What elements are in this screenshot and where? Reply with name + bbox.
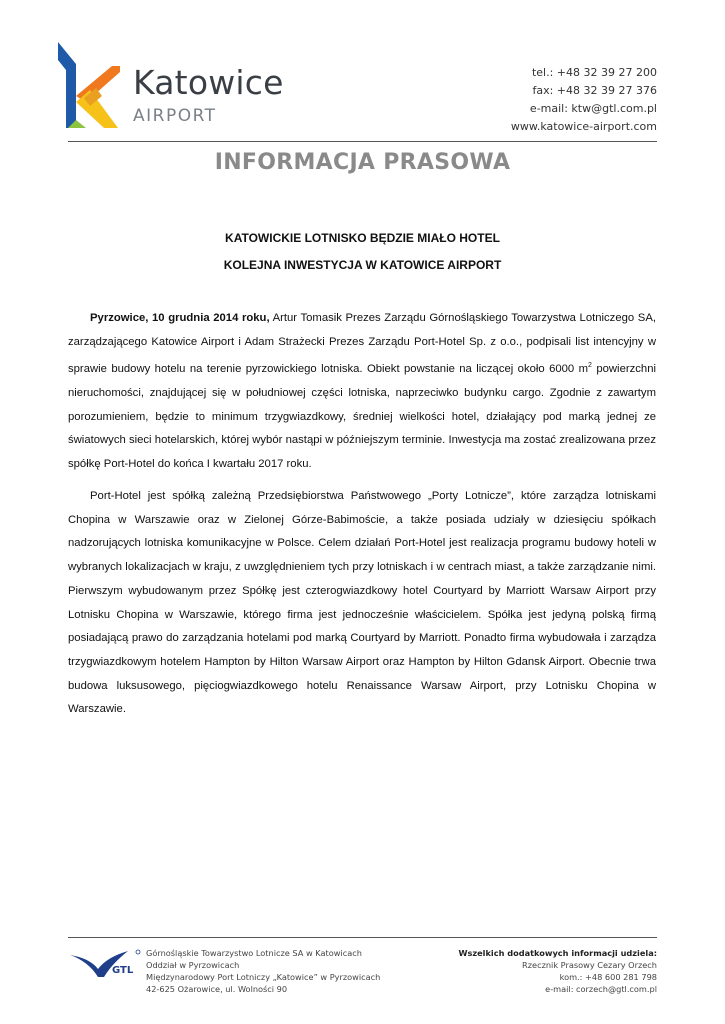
logo-k-blue-stroke	[58, 42, 76, 128]
dateline: Pyrzowice, 10 grudnia 2014 roku,	[90, 312, 270, 324]
footer-company: Górnośląskie Towarzystwo Lotnicze SA w Katowicach	[146, 948, 362, 958]
press-release-title: INFORMACJA PRASOWA	[214, 150, 511, 175]
footer-press-contact	[458, 947, 657, 995]
paragraph-1-text-b: powierzchni nieruchomości, znajdującej się w południowej części lotniska, naprzeciwko budynku cargo. Zgodnie z zawartym porozumieniem, będzie to minimum trzygwiazdkowy, średniej wielkości hotel, działający pod marką jednej ze światowych sieci hotelarskich, której wybór nastąpi w późniejszym terminie. Inwestycja ma zostać zrealizowana przez spółkę Port-Hotel do końca I kwartału 2017 roku.	[68, 363, 656, 470]
paragraph-2	[68, 485, 656, 722]
paragraph-1-text-a: Artur Tomasik Prezes Zarządu Górnośląskiego Towarzystwa Lotniczego SA, zarządzającego Katowice Airport i Adam Strażecki Prezes Zarządu Port-Hotel Sp. z o.o., podpisali list intencyjny w sprawie budowy hotelu na terenie pyrzowickiego lotniska. Obiekt powstanie na liczącej około 6000 m	[68, 312, 656, 376]
headline-secondary: KOLEJNA INWESTYCJA W KATOWICE AIRPORT	[223, 258, 502, 272]
footer-divider	[68, 937, 657, 938]
contact-fax: fax: +48 32 39 27 376	[532, 84, 657, 97]
footer-address	[146, 947, 380, 995]
paragraph-1	[68, 307, 656, 477]
brand-subtitle: AIRPORT	[133, 106, 217, 126]
header-divider	[68, 141, 657, 142]
footer-airport: Międzynarodowy Port Lotniczy „Katowice” w Pyrzowicach	[146, 972, 381, 982]
contact-website: www.katowice-airport.com	[510, 120, 657, 133]
paragraph-2-text: Port-Hotel jest spółką zależną Przedsiębiorstwa Państwowego „Porty Lotnicze”, które zarządza lotniskami Chopina w Warszawie oraz w Zielonej Górze-Babimoście, a także posiada udziały w dziesięciu spółkach nadzorujących lotniska komunikacyjne w Polsce. Celem działań Port-Hotel jest realizacja programu budowy hoteli w wybranych lokalizacjach w kraju, z uwzględnieniem tych przy lotniskach i w centrach miast, a także zarządzanie nimi. Pierwszym wybudowanym przez Spółkę jest czterogwiazdkowy hotel Courtyard by Marriott Warsaw Airport przy Lotnisku Chopina w Warszawie, którego firma jest jednocześnie właścicielem. Spółka jest jedyną polską firmą posiadającą prawo do zarządzania hotelami pod marką Courtyard by Marriott. Ponadto firma wybudowała i zarządza trzygwiazdkowym hotelem Hampton by Hilton Warsaw Airport oraz Hampton by Hilton Gdansk Airport. Obecnie trwa budowa luksusowego, pięciogwiazdkowego hotelu Renaissance Warsaw Airport, przy Lotnisku Chopina w Warszawie.	[68, 490, 656, 716]
registered-mark-icon	[136, 950, 140, 954]
footer-branch: Oddział w Pyrzowicach	[146, 960, 240, 970]
gtl-logo	[68, 947, 144, 981]
contact-email: e-mail: ktw@gtl.com.pl	[529, 102, 657, 115]
brand-name: Katowice	[133, 63, 284, 102]
headline-primary: KATOWICKIE LOTNISKO BĘDZIE MIAŁO HOTEL	[225, 231, 500, 245]
footer-spokesperson: Rzecznik Prasowy Cezary Orzech	[522, 960, 657, 970]
footer-contact-heading: Wszelkich dodatkowych informacji udziela:	[458, 948, 657, 958]
contact-tel: tel.: +48 32 39 27 200	[531, 66, 657, 79]
gtl-logo-text: GTL	[112, 965, 134, 976]
footer-email: e-mail: corzech@gtl.com.pl	[545, 984, 657, 994]
superscript-2: 2	[588, 362, 592, 370]
contact-block	[511, 64, 657, 136]
footer-street: 42-625 Ożarowice, ul. Wolności 90	[146, 984, 288, 994]
footer-mobile: kom.: +48 600 281 798	[559, 972, 657, 982]
